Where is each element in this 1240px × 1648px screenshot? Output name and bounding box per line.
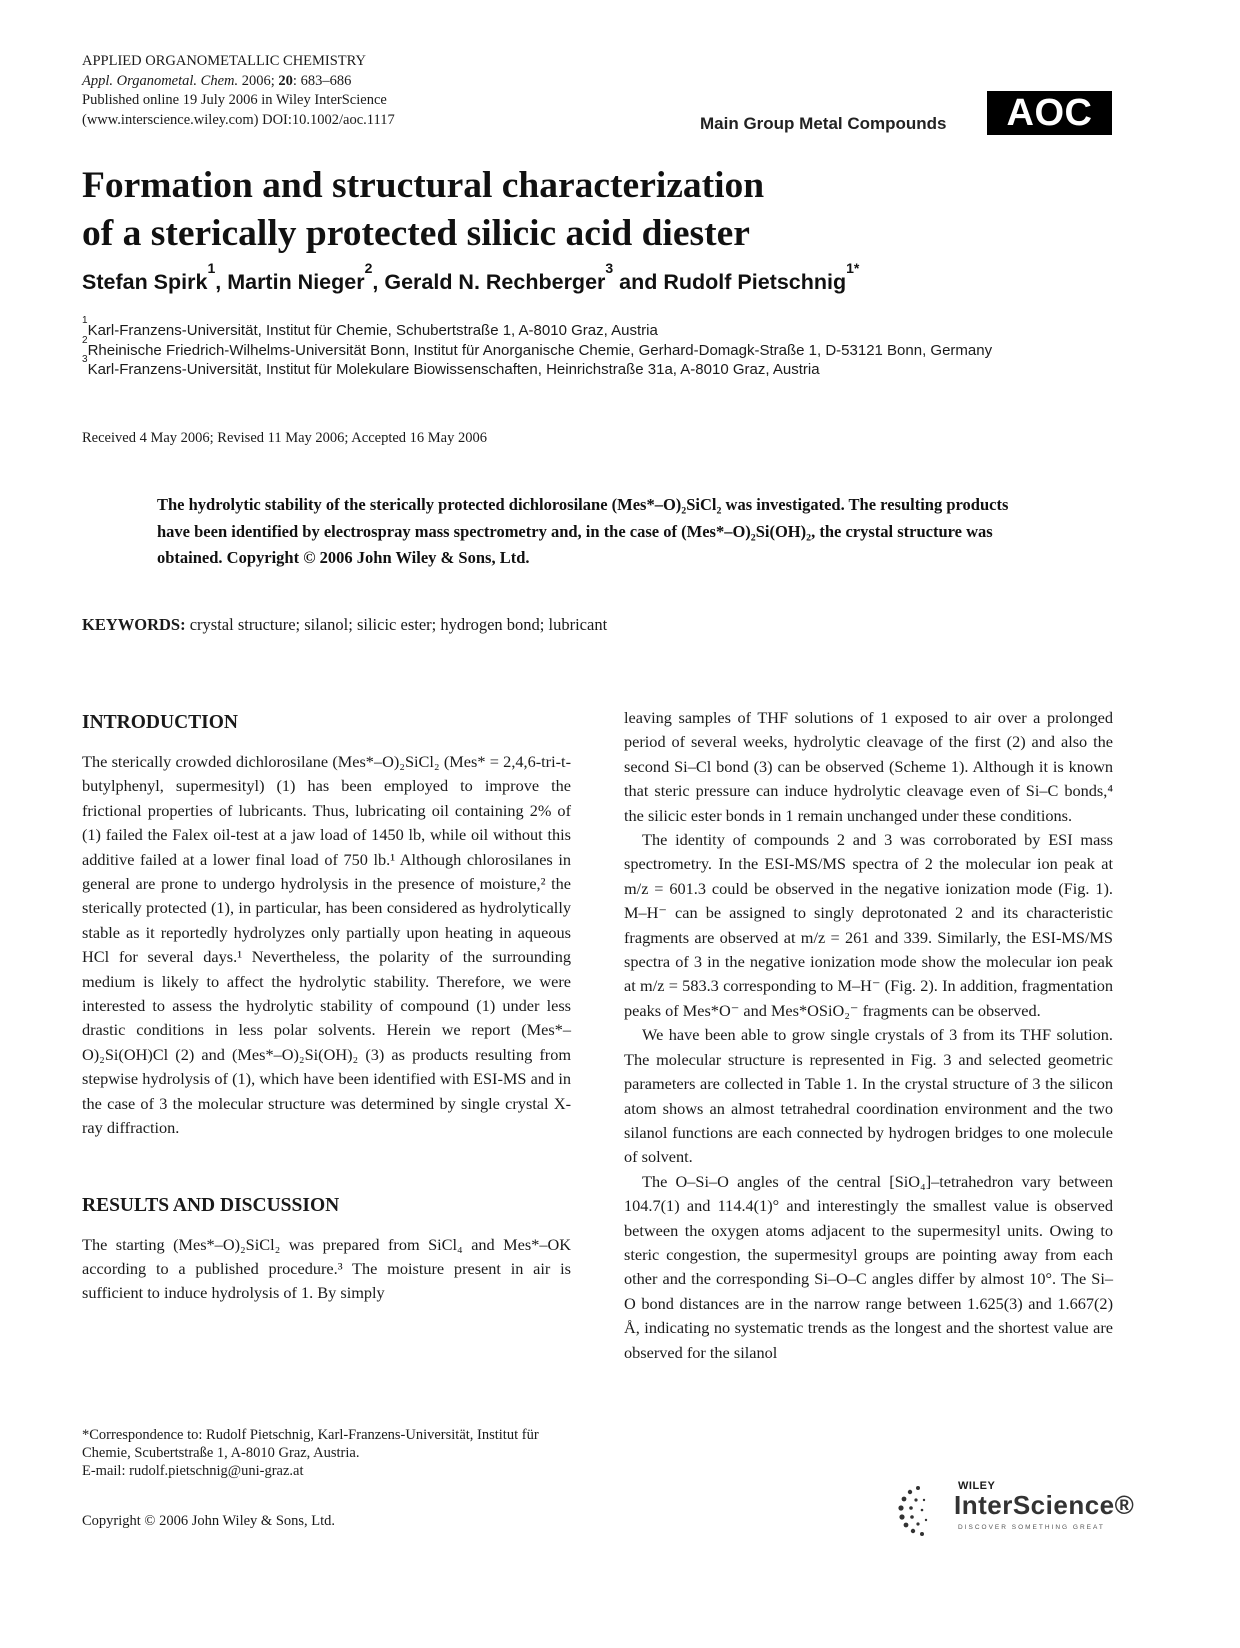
wiley-brand: WILEY bbox=[958, 1480, 996, 1492]
affiliation-1: $^1$Karl-Franzens-Universität, Institut für Chemie, Schubertstraße 1, A-8010 Graz, Austria bbox=[82, 315, 658, 339]
globe-icon bbox=[898, 1480, 950, 1540]
right-paragraph-4: The O–Si–O angles of the central [SiO₄]–tetrahedron vary between 104.7(1) and 114.4(1)° and interestingly the smallest value is observed between the oxygen atoms adjacent to the supermesityl units. Owing to steric congestion, the supermesityl groups are pointing away from each other and the corresponding Si–O–C angles differ by almost 10°. The Si–O bond distances are in the narrow range between 1.625(3) and 1.667(2) Å, indicating no systematic trends as the longest and the shortest value are observed for the silanol bbox=[624, 1171, 1113, 1362]
results-paragraph: The starting (Mes*–O)₂SiCl₂ was prepared from SiCl₄ and Mes*–OK according to a published procedure.³ The moisture present in air is sufficient to induce hydrolysis of 1. By simply bbox=[82, 1234, 571, 1303]
right-paragraph-2: The identity of compounds 2 and 3 was corroborated by ESI mass spectrometry. In the ESI-MS/MS spectra of 2 the molecular ion peak at m/z = 601.3 could be observed in the negative ionization mode (Fig. 1). M–H⁻ can be assigned to singly deprotonated 2 and its characteristic fragments are observed at m/z = 261 and 339. Similarly, the ESI-MS/MS spectra of 3 in the negative ionization mode show the molecular ion peak at m/z = 583.3 corresponding to M–H⁻ (Fig. 2). In addition, fragmentation peaks of Mes*O⁻ and Mes*OSiO₂⁻ fragments can be observed. bbox=[624, 830, 1113, 1020]
journal-name: APPLIED ORGANOMETALLIC CHEMISTRY bbox=[82, 53, 367, 69]
wiley-interscience-logo bbox=[898, 1480, 1138, 1540]
right-paragraph-3: We have been able to grow single crystals of 3 from its THF solution. The molecular structure is represented in Fig. 3 and selected geometric parameters are collected in Table 1. In the crystal structure of 3 the silicon atom shows an almost tetrahedral coordination environment and the two silanol functions are each connected by hydrogen bridges to one molecule of solvent. bbox=[624, 1025, 1113, 1167]
correspondence bbox=[82, 1426, 582, 1480]
intro-paragraph: The sterically crowded dichlorosilane (Mes*–O)₂SiCl₂ (Mes* = 2,4,6-tri-t-butylphenyl, supermesityl) (1) has been employed to improve the frictional properties of lubricants. Thus, lubricating oil containing 2% of (1) failed the Falex oil-test at a jaw load of 1450 lb, while oil without this additive failed at a lower final load of 750 lb.¹ Although chlorosilanes in general are prone to undergo hydrolysis in the presence of moisture,² the sterically protected (1), in particular, has been considered as hydrolytically stable as it reportedly hydrolyzes only partially upon heating in aqueous HCl for several days.¹ Nevertheless, the polarity of the surrounding medium is likely to affect the hydrolytic stability. Therefore, we were interested to assess the hydrolytic stability of compound (1) under less drastic conditions in less polar solvents. Herein we report (Mes*–O)₂Si(OH)Cl (2) and (Mes*–O)₂Si(OH)₂ (3) as products resulting from stepwise hydrolysis of (1), which have been identified with ESI-MS and in the case of 3 the molecular structure was determined by single crystal X-ray diffraction. bbox=[82, 752, 571, 1138]
journal-citation: Appl. Organometal. Chem. 2006; 20: 683–686 bbox=[82, 72, 352, 89]
left-column bbox=[82, 710, 571, 1306]
doi: (www.interscience.wiley.com) DOI:10.1002/aoc.1117 bbox=[82, 111, 395, 128]
footer-copyright: Copyright © 2006 John Wiley & Sons, Ltd. bbox=[82, 1513, 336, 1529]
received-dates: Received 4 May 2006; Revised 11 May 2006; Accepted 16 May 2006 bbox=[82, 430, 487, 446]
right-column bbox=[624, 706, 1113, 1365]
interscience-name: InterScience® bbox=[954, 1490, 1135, 1520]
results-heading: RESULTS AND DISCUSSION bbox=[82, 1194, 340, 1216]
journal-header bbox=[82, 52, 642, 130]
intro-heading: INTRODUCTION bbox=[82, 712, 239, 733]
section-label: Main Group Metal Compounds bbox=[700, 114, 947, 133]
right-paragraph-1: leaving samples of THF solutions of 1 exposed to air over a prolonged period of several weeks, hydrolytic cleavage of the first (2) and also the second Si–Cl bond (3) can be observed (Scheme 1). Although it is known that steric pressure can induce hydrolytic cleavage even of Si–C bonds,⁴ the silicic ester bonds in 1 remain unchanged under these conditions. bbox=[624, 708, 1113, 825]
affiliation-3: $^3$Karl-Franzens-Universität, Institut für Molekulare Biowissenschaften, Heinrichstraße 31a, A-8010 Graz, Austria bbox=[82, 354, 820, 379]
affiliations bbox=[82, 315, 1122, 380]
journal-badge: AOC bbox=[987, 91, 1112, 135]
logo-tagline: DISCOVER SOMETHING GREAT bbox=[958, 1524, 1105, 1531]
article-title: Formation and structural characterization of a sterically protected silicic acid diester bbox=[82, 165, 765, 254]
keywords: KEYWORDS: crystal structure; silanol; silicic ester; hydrogen bond; lubricant bbox=[82, 615, 608, 634]
author-list: Stefan Spirk$^1$, Martin Nieger$^2$, Gerald N. Rechberger$^3$ and Rudolf Pietschnig$^{1*}$ bbox=[82, 260, 860, 294]
published-date: Published online 19 July 2006 in Wiley InterScience bbox=[82, 92, 387, 108]
correspondence-address: *Correspondence to: Rudolf Pietschnig, Karl-Franzens-Universität, Institut für Chemie, Scubertstraße 1, A-8010 Graz, Austria. bbox=[82, 1427, 539, 1461]
abstract: The hydrolytic stability of the sterically protected dichlorosilane (Mes*–O)₂SiCl₂ was investigated. The resulting products have been identified by electrospray mass spectrometry and, in the case of (Mes*–O)₂Si(OH)₂, the crystal structure was obtained. Copyright © 2006 John Wiley & Sons, Ltd. bbox=[157, 495, 1009, 567]
affiliation-2: $^2$Rheinische Friedrich-Wilhelms-Universität Bonn, Institut für Anorganische Chemie, Gerhard-Domagk-Straße 1, D-53121 Bonn, Germany bbox=[82, 334, 993, 359]
correspondence-email[interactable]: E-mail: rudolf.pietschnig@uni-graz.at bbox=[82, 1463, 304, 1479]
